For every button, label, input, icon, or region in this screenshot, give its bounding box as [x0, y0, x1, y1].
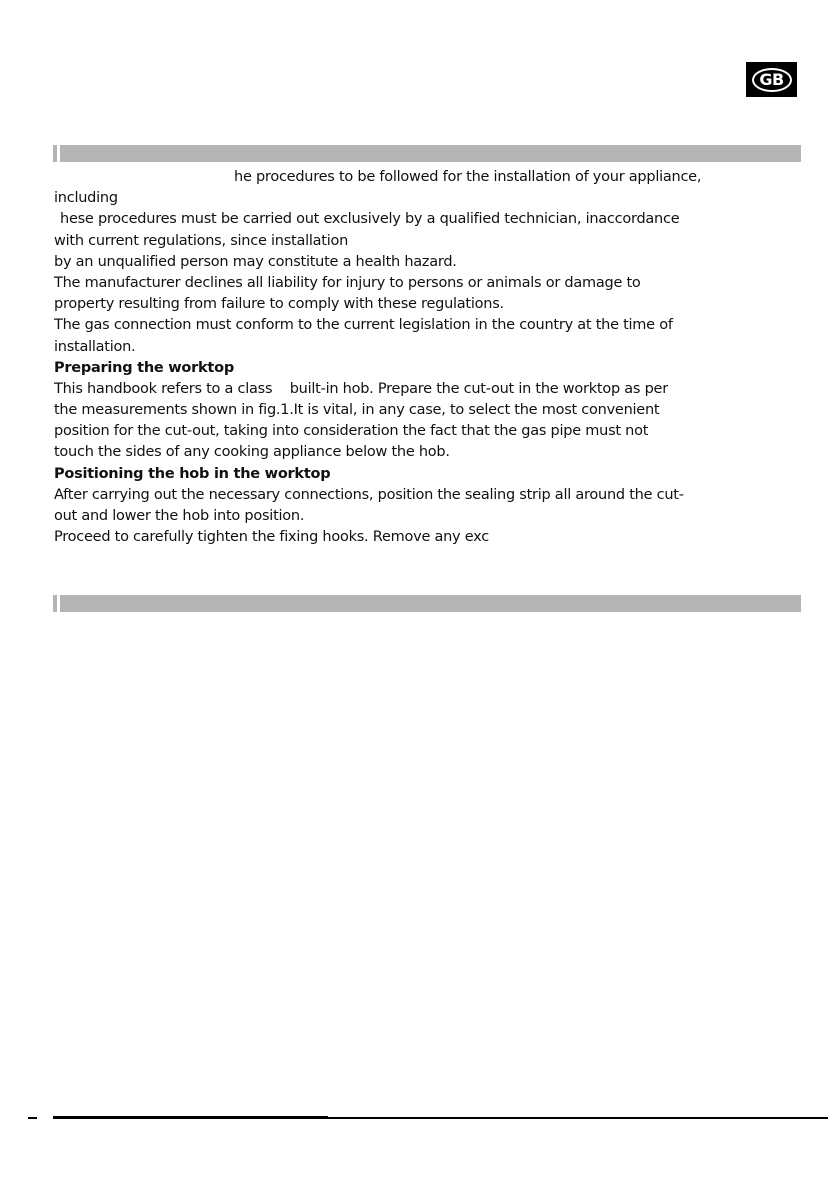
paragraph-line: with current regulations, since installation — [54, 232, 349, 249]
paragraph-line: property resulting from failure to comply with these regulations. — [54, 296, 504, 313]
section-bar-notch — [57, 145, 60, 162]
subheading-positioning-hob: Positioning the hob in the worktop — [54, 465, 331, 482]
paragraph-line: The manufacturer declines all liability for injury to persons or animals or damage to — [54, 274, 641, 291]
paragraph-line: This handbook refers to a class built-in hob. Prepare the cut-out in the worktop as per — [54, 380, 668, 397]
footer-rule-left — [28, 1117, 37, 1119]
paragraph-line: The gas connection must conform to the current legislation in the country at the time of — [54, 317, 673, 334]
paragraph-line: he procedures to be followed for the installation of your appliance, — [234, 169, 702, 185]
paragraph-line: out and lower the hob into position. — [54, 508, 305, 524]
paragraph-line: installation. — [54, 338, 136, 355]
language-badge-label: GB — [752, 68, 792, 92]
paragraph-line: the measurements shown in fig.1.It is vital, in any case, to select the most convenient — [54, 402, 660, 419]
section-bar-notch — [57, 595, 60, 612]
section-header-bar-second — [53, 595, 801, 612]
paragraph-line: by an unqualified person may constitute a health hazard. — [54, 253, 457, 270]
subheading-preparing-worktop: Preparing the worktop — [54, 359, 234, 376]
paragraph-line: hese procedures must be carried out exclusively by a qualified technician, inaccordance — [60, 211, 680, 228]
installation-text — [54, 167, 814, 548]
paragraph-line: After carrying out the necessary connections, position the sealing strip all around the cut- — [54, 486, 684, 503]
paragraph-line: Proceed to carefully tighten the fixing hooks. Remove any exc — [54, 529, 489, 546]
paragraph-line: position for the cut-out, taking into consideration the fact that the gas pipe must not — [54, 423, 649, 440]
language-badge — [746, 62, 797, 97]
footer-rule-thick — [53, 1116, 328, 1119]
paragraph-line: including — [54, 190, 118, 207]
section-header-bar-installation — [53, 145, 801, 162]
paragraph-line: touch the sides of any cooking appliance below the hob. — [54, 444, 450, 461]
